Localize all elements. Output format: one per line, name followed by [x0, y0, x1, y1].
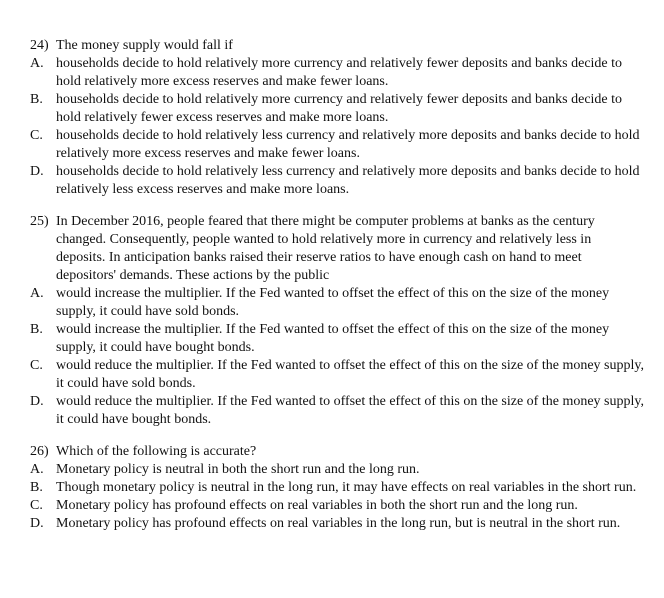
option-text: households decide to hold relatively less currency and relatively more deposits and banks decide to hold relatively less excess reserves and make more loans. — [56, 164, 640, 197]
answer-option-d[interactable] — [30, 163, 644, 199]
answer-option-b[interactable] — [30, 321, 644, 357]
answer-option-a[interactable] — [30, 55, 644, 91]
answer-option-a[interactable] — [30, 285, 644, 321]
option-text: households decide to hold relatively more currency and relatively fewer deposits and banks decide to hold relatively fewer excess reserves and make more loans. — [56, 92, 623, 125]
answer-option-b[interactable] — [30, 91, 644, 127]
option-letter: B. — [30, 480, 43, 495]
option-text: would increase the multiplier. If the Fed wanted to offset the effect of this on the size of the money supply, it could have sold bonds. — [56, 286, 610, 319]
answer-option-c[interactable] — [30, 357, 644, 393]
answer-option-b[interactable] — [30, 479, 644, 497]
question-stem — [30, 213, 644, 285]
option-text: Monetary policy has profound effects on real variables in the long run, but is neutral in the short run. — [56, 516, 621, 531]
question-text: In December 2016, people feared that there might be computer problems at banks as the century changed. Consequently, people wanted to hold relatively more in currency and relatively less in deposits. In anticipation banks raised their reserve ratios to have enough cash on hand to meet depositors' demands. These actions by the public — [56, 214, 595, 283]
option-text: would reduce the multiplier. If the Fed wanted to offset the effect of this on the size of the money supply, it could have sold bonds. — [56, 358, 644, 391]
option-text: Though monetary policy is neutral in the long run, it may have effects on real variables in the short run. — [56, 480, 637, 495]
option-letter: D. — [30, 516, 44, 531]
option-letter: C. — [30, 358, 43, 373]
question-text: Which of the following is accurate? — [56, 444, 257, 459]
option-text: would reduce the multiplier. If the Fed wanted to offset the effect of this on the size of the money supply, it could have bought bonds. — [56, 394, 644, 427]
option-letter: D. — [30, 394, 44, 409]
option-letter: B. — [30, 92, 43, 107]
question-number: 26) — [30, 444, 49, 459]
answer-option-c[interactable] — [30, 127, 644, 163]
quiz-page — [30, 37, 644, 533]
answer-option-a[interactable] — [30, 461, 644, 479]
option-letter: B. — [30, 322, 43, 337]
question-stem — [30, 443, 644, 461]
question-number: 24) — [30, 38, 49, 53]
option-letter: A. — [30, 286, 44, 301]
option-text: would increase the multiplier. If the Fed wanted to offset the effect of this on the size of the money supply, it could have bought bonds. — [56, 322, 610, 355]
option-letter: C. — [30, 498, 43, 513]
question-25 — [30, 213, 644, 429]
option-letter: D. — [30, 164, 44, 179]
option-text: households decide to hold relatively more currency and relatively fewer deposits and banks decide to hold relatively more excess reserves and make fewer loans. — [56, 56, 623, 89]
option-letter: A. — [30, 56, 44, 71]
answer-option-d[interactable] — [30, 393, 644, 429]
question-text: The money supply would fall if — [56, 38, 233, 53]
question-number: 25) — [30, 214, 49, 229]
question-stem — [30, 37, 644, 55]
answer-option-d[interactable] — [30, 515, 644, 533]
option-letter: C. — [30, 128, 43, 143]
answer-option-c[interactable] — [30, 497, 644, 515]
option-text: households decide to hold relatively less currency and relatively more deposits and banks decide to hold relatively more excess reserves and make fewer loans. — [56, 128, 640, 161]
option-text: Monetary policy has profound effects on real variables in both the short run and the long run. — [56, 498, 578, 513]
question-24 — [30, 37, 644, 199]
option-letter: A. — [30, 462, 44, 477]
question-26 — [30, 443, 644, 533]
option-text: Monetary policy is neutral in both the short run and the long run. — [56, 462, 420, 477]
